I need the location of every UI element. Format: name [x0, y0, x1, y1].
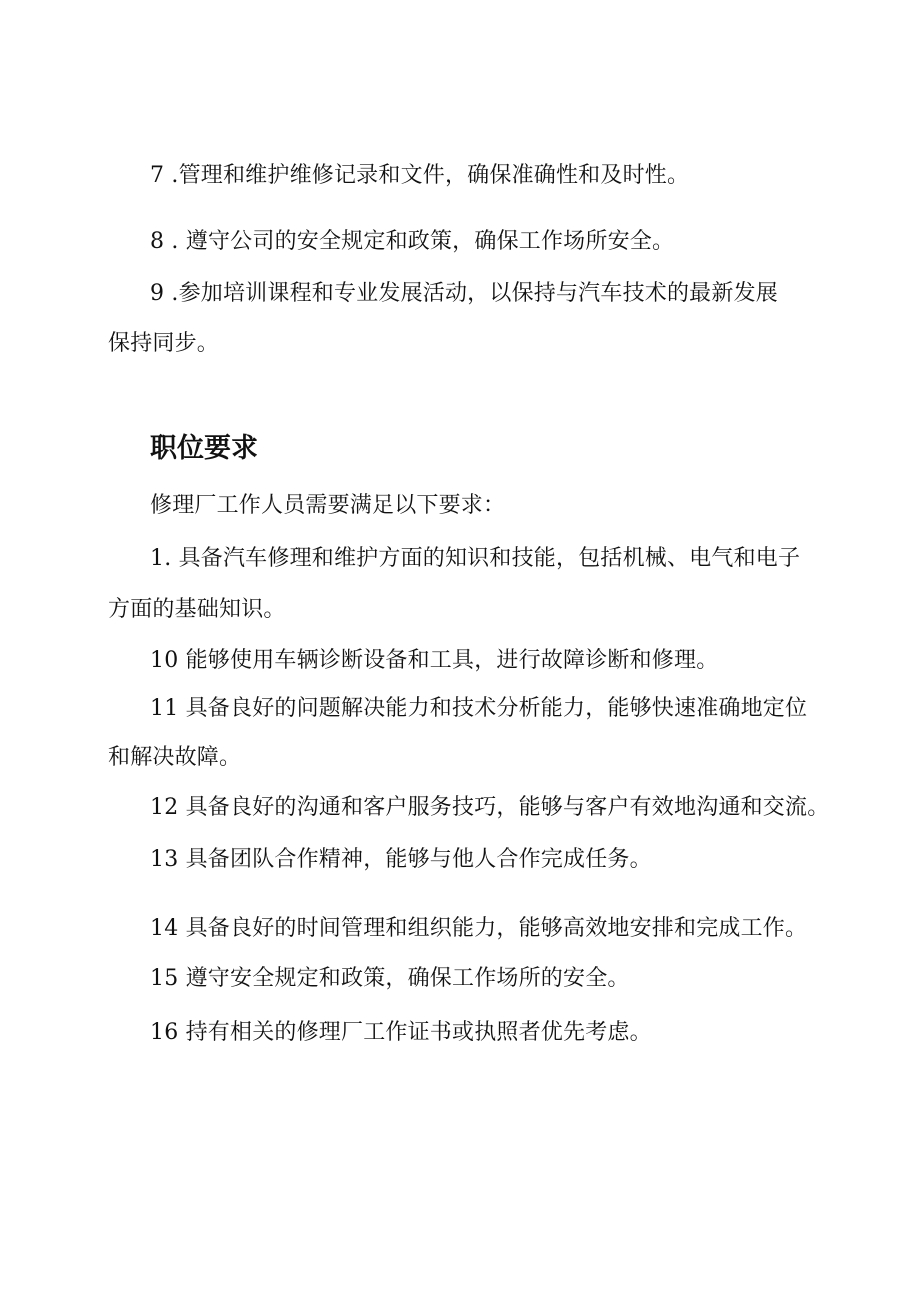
requirements-intro: 修理厂工作人员需要满足以下要求： [150, 493, 506, 518]
requirement-item-11-line-1: 11 具备良好的问题解决能力和技术分析能力，能够快速准确地定位 [150, 696, 808, 721]
requirement-item-10: 10 能够使用车辆诊断设备和工具，进行故障诊断和修理。 [150, 648, 719, 673]
duty-item-9-line-2: 保持同步。 [108, 331, 220, 356]
duty-item-8: 8 . 遵守公司的安全规定和政策，确保工作场所安全。 [150, 229, 675, 254]
section-heading-requirements: 职位要求 [150, 433, 258, 464]
requirement-item-13: 13 具备团队合作精神，能够与他人合作完成任务。 [150, 847, 652, 872]
requirement-item-15: 15 遵守安全规定和政策，确保工作场所的安全。 [150, 966, 630, 991]
duty-item-7: 7 .管理和维护维修记录和文件，确保准确性和及时性。 [150, 163, 690, 188]
requirement-item-1-line-2: 方面的基础知识。 [108, 597, 286, 622]
requirement-item-12: 12 具备良好的沟通和客户服务技巧，能够与客户有效地沟通和交流。 [150, 795, 830, 820]
duty-item-9-line-1: 9 .参加培训课程和专业发展活动，以保持与汽车技术的最新发展 [150, 281, 778, 306]
requirement-item-16: 16 持有相关的修理厂工作证书或执照者优先考虑。 [150, 1020, 652, 1045]
requirement-item-11-line-2: 和解决故障。 [108, 745, 242, 770]
requirement-item-14: 14 具备良好的时间管理和组织能力，能够高效地安排和完成工作。 [150, 916, 808, 941]
requirement-item-1-line-1: 1. 具备汽车修理和维护方面的知识和技能，包括机械、电气和电子 [150, 546, 801, 571]
